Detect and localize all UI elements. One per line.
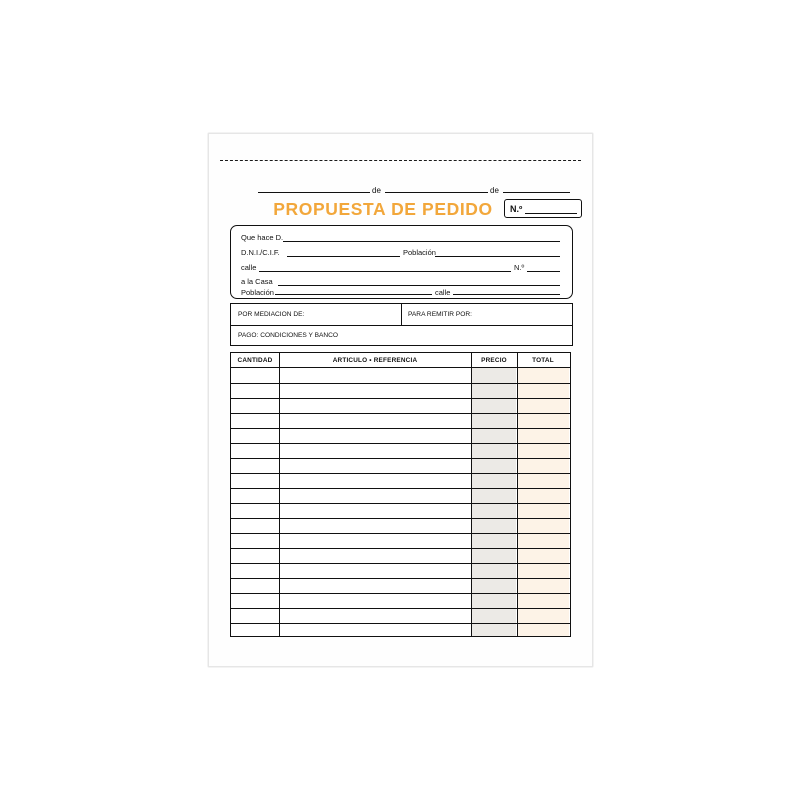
table-row[interactable] — [231, 398, 570, 399]
field-rule-calle-1 — [259, 271, 511, 272]
field-label-poblacion-1: Población — [403, 248, 436, 257]
page-title: PROPUESTA DE PEDIDO — [273, 199, 493, 219]
total-column-fill — [517, 368, 569, 636]
table-row[interactable] — [231, 458, 570, 459]
items-table — [230, 352, 571, 637]
order-number-rule — [525, 213, 577, 214]
table-row[interactable] — [231, 503, 570, 504]
date-de-label-1: de — [372, 186, 381, 195]
order-number-box[interactable] — [504, 199, 582, 218]
mediation-block — [230, 303, 573, 346]
items-table-header — [231, 353, 570, 368]
field-rule-que-hace — [283, 241, 560, 242]
date-de-label-2: de — [490, 186, 499, 195]
order-form-sheet — [208, 133, 593, 667]
field-label-calle-2: calle — [435, 288, 451, 297]
field-label-poblacion-2: Población — [241, 288, 274, 297]
field-rule-a-la-casa — [278, 285, 560, 286]
column-header-articulo-referencia: ARTICULO • REFERENCIA — [332, 357, 418, 364]
date-line-row — [258, 182, 570, 196]
table-row[interactable] — [231, 383, 570, 384]
table-row[interactable] — [231, 488, 570, 489]
date-day-rule — [258, 182, 370, 193]
field-rule-numero — [527, 271, 560, 272]
field-rule-dni-cif — [287, 256, 400, 257]
column-header-cantidad: CANTIDAD — [237, 357, 273, 364]
table-row-total[interactable] — [231, 636, 570, 637]
table-row[interactable] — [231, 593, 570, 594]
label-por-mediacion-de: POR MEDIACION DE: — [238, 311, 305, 318]
table-row[interactable] — [231, 413, 570, 414]
column-header-precio: PRECIO — [481, 357, 507, 364]
table-row[interactable] — [231, 578, 570, 579]
mediation-horizontal-divider — [231, 325, 572, 326]
table-row[interactable] — [231, 428, 570, 429]
date-year-rule — [503, 182, 570, 193]
table-row[interactable] — [231, 518, 570, 519]
field-label-que-hace: Que hace D. — [241, 233, 284, 242]
field-label-numero: N.º — [514, 263, 525, 272]
label-pago-condiciones-banco: PAGO: CONDICIONES Y BANCO — [238, 332, 339, 339]
table-row[interactable] — [231, 563, 570, 564]
field-rule-poblacion-1 — [435, 256, 560, 257]
table-row[interactable] — [231, 608, 570, 609]
table-row[interactable] — [231, 533, 570, 534]
field-label-dni-cif: D.N.I./C.I.F. — [241, 248, 280, 257]
field-label-a-la-casa: a la Casa — [241, 277, 273, 286]
mediation-vertical-divider — [401, 304, 402, 325]
field-rule-poblacion-2 — [275, 294, 432, 295]
label-para-remitir-por: PARA REMITIR POR: — [408, 311, 472, 318]
date-month-rule — [385, 182, 488, 193]
table-row[interactable] — [231, 623, 570, 624]
order-number-label: N.º — [510, 204, 523, 214]
field-label-calle-1: calle — [241, 263, 257, 272]
column-header-total: TOTAL — [532, 357, 554, 364]
perforation-dashed-line — [220, 160, 581, 161]
table-row[interactable] — [231, 443, 570, 444]
table-row[interactable] — [231, 548, 570, 549]
customer-details-block — [230, 225, 573, 299]
field-rule-calle-2 — [453, 294, 560, 295]
precio-column-fill — [471, 368, 516, 636]
table-row[interactable] — [231, 473, 570, 474]
